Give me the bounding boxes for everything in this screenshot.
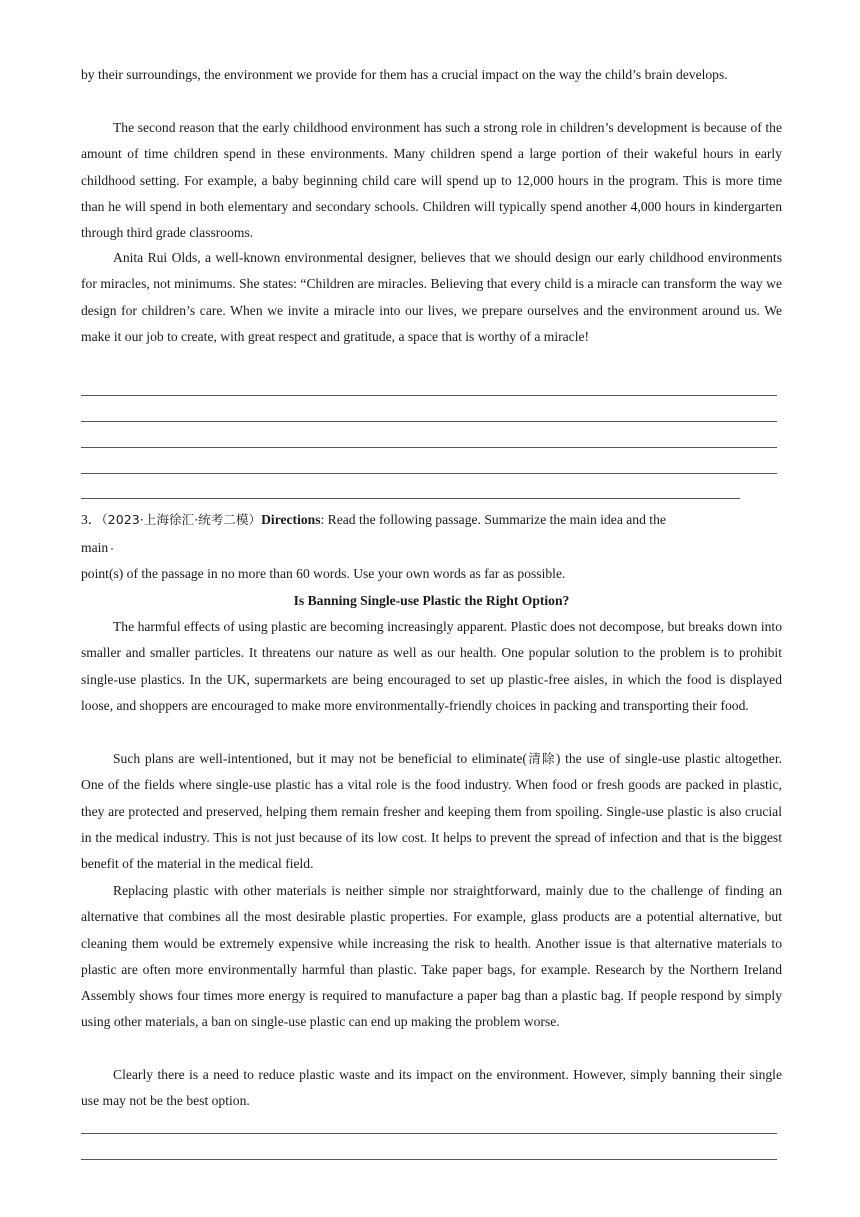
passage2-paragraph-2 — [81, 746, 782, 877]
directions-line-2-text: main — [81, 540, 109, 555]
question-number: 3． — [81, 512, 102, 527]
directions-text: : Read the following passage. Summarize the main idea and the — [320, 512, 666, 527]
answer-line[interactable] — [81, 1159, 777, 1160]
directions-line-2 — [81, 535, 113, 561]
directions-label: Directions — [261, 512, 321, 527]
question-3-header — [81, 507, 666, 533]
passage-title: Is Banning Single-use Plastic the Right Option? — [293, 593, 570, 608]
directions-line-3: point(s) of the passage in no more than 60 words. Use your own words as far as possible. — [81, 566, 566, 581]
passage1-paragraph-2: The second reason that the early childhood environment has such a strong role in children’s development is because of the amount of time children spend in these environments. Many children spend a large portion of their wakeful hours in early childhood setting. For example, a baby beginning child care will spend up to 12,000 hours in the program. This is more time than he will spend in both elementary and secondary schools. Children will typically spend another 4,000 hours in kindergarten through third grade classrooms. — [81, 120, 782, 241]
passage2-paragraph-4: Clearly there is a need to reduce plastic waste and its impact on the environment. However, simply banning their single use may not be the best option. — [81, 1067, 782, 1109]
p2-chinese-gloss: 清除 — [526, 751, 556, 766]
answer-line[interactable] — [81, 473, 777, 474]
answer-line[interactable] — [81, 498, 740, 499]
p2-text-a: Such plans are well-intentioned, but it may not be beneficial to eliminate( — [113, 751, 527, 766]
stray-mark — [111, 548, 113, 550]
passage2-paragraph-1: The harmful effects of using plastic are becoming increasingly apparent. Plastic does not decompose, but breaks down into smaller and smaller particles. It threatens our nature as well as our health. One popular solution to the problem is to prohibit single-use plastics. In the UK, supermarkets are being encouraged to set up plastic-free aisles, in which the food is displayed loose, and shoppers are encouraged to make more environmentally-friendly choices in packing and transporting their food. — [81, 619, 782, 713]
question-source: （2023·上海徐汇·统考二模） — [101, 512, 262, 527]
answer-line[interactable] — [81, 421, 777, 422]
passage1-paragraph-continued: by their surroundings, the environment we provide for them has a crucial impact on the way the child’s brain develops. — [81, 67, 728, 82]
answer-line[interactable] — [81, 1133, 777, 1134]
answer-line[interactable] — [81, 395, 777, 396]
passage1-paragraph-3: Anita Rui Olds, a well-known environmental designer, believes that we should design our early childhood environments for miracles, not minimums. She states: “Children are miracles. Believing that every child is a miracle can transform the way we design for children’s care. When we invite a miracle into our lives, we prepare ourselves and the environment around us. We make it our job to create, with great respect and gratitude, a space that is worthy of a miracle! — [81, 250, 782, 344]
passage2-paragraph-3: Replacing plastic with other materials is neither simple nor straightforward, mainly due to the challenge of finding an alternative that combines all the most desirable plastic properties. For example, glass products are a potential alternative, but cleaning them would be extremely expensive while increasing the risk to health. Another issue is that alternative materials to plastic are often more environmentally harmful than plastic. Take paper bags, for example. Research by the Northern Ireland Assembly shows four times more energy is required to manufacture a paper bag than a plastic bag. If people respond by simply using other materials, a ban on single-use plastic can end up making the problem worse. — [81, 883, 782, 1030]
answer-line[interactable] — [81, 447, 777, 448]
p2-text-b: ) the use of single-use plastic altogether. One of the fields where single-use plastic has a vital role is the food industry. When food or fresh goods are packed in plastic, they are protected and preserved, helping them remain fresher and keeping them from spoiling. Single-use plastic is also crucial in the medical industry. This is not just because of its low cost. It helps to prevent the spread of infection and that is the biggest benefit of the material in the medical field. — [81, 751, 783, 872]
